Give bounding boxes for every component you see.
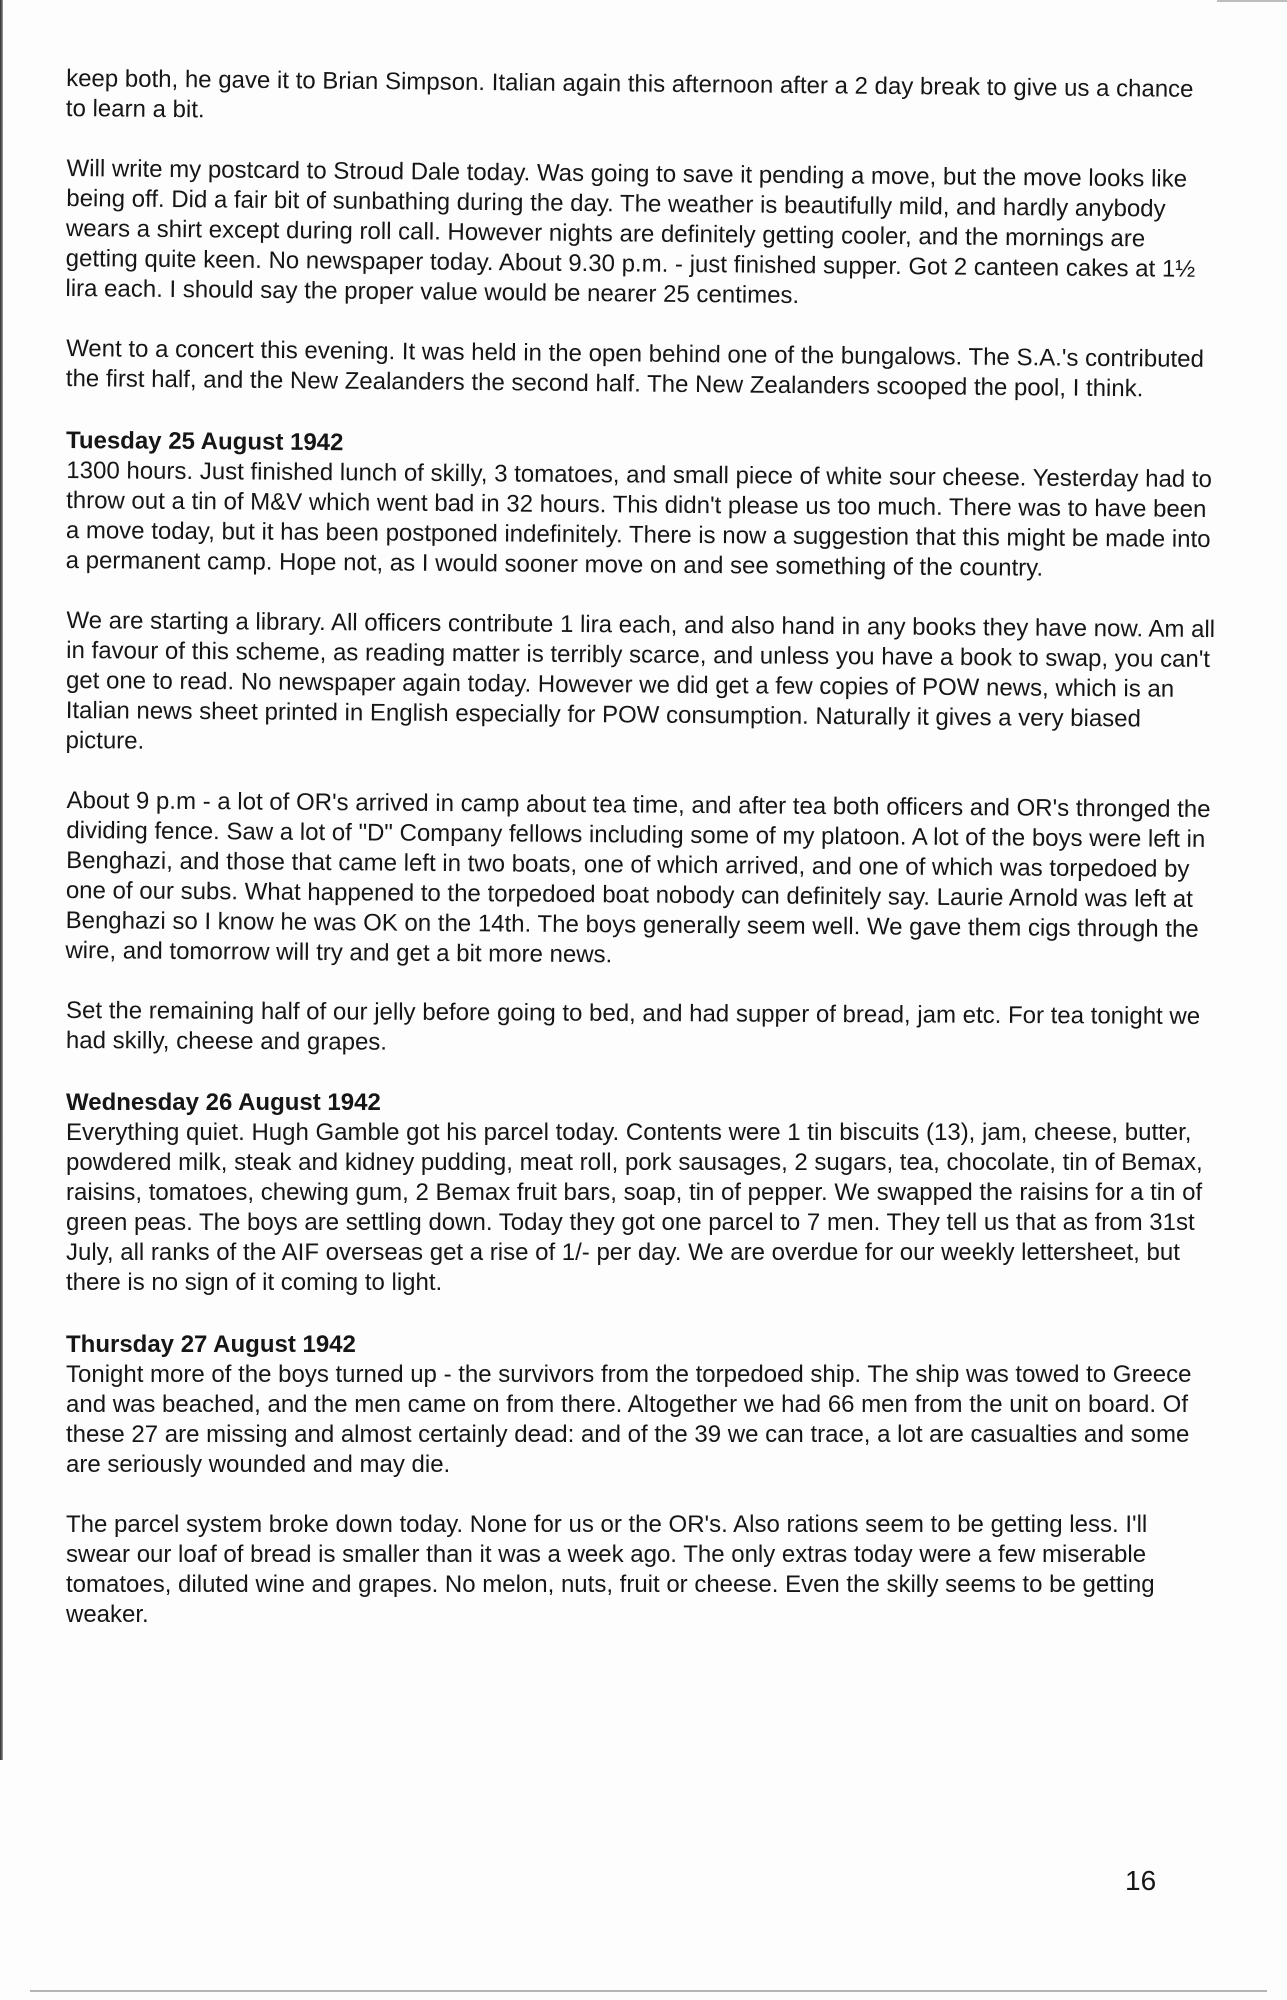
entry-paragraph: About 9 p.m - a lot of OR's arrived in camp about tea time, and after tea both officers and OR's thronged the dividing fence. Saw a lot of "D" Company fellows including some of my platoon. A lot of the boys were left in Benghazi, and those that came left in two boats, one of which arrived, and one of which was torpedoed by one of our subs. What happened to the torpedoed boat nobody can definitely say. Laurie Arnold was left at Benghazi so I know he was OK on the 14th. The boys generally seem well. We gave them cigs through the wire, and tomorrow will try and get a bit more news.	[65, 787, 1211, 969]
scan-mark	[1217, 0, 1287, 2]
intro-paragraph-3: Went to a concert this evening. It was held in the open behind one of the bungalows. The S.A.'s contributed the first half, and the New Zealanders the second half. The New Zealanders scooped the pool, I think.	[65, 335, 1204, 403]
binding-edge	[0, 0, 3, 1760]
entry-date-heading: Tuesday 25 August 1942	[65, 427, 344, 457]
entry-date-heading: Wednesday 26 August 1942	[66, 1089, 381, 1116]
entry-paragraph: 1300 hours. Just finished lunch of skilly, 3 tomatoes, and small piece of white sour cheese. Yesterday had to throw out a tin of M&V which went bad in 32 hours. This didn't please us too much. There was to have been a move today, but it has been postponed indefinitely. There is now a suggestion that this might be made into a permanent camp. Hope not, as I would sooner move on and see something of the country.	[65, 457, 1212, 582]
intro-paragraph-1: keep both, he gave it to Brian Simpson. Italian again this afternoon after a 2 day break to give us a chance to learn a bit.	[65, 65, 1194, 124]
diary-entry-wednesday	[66, 1088, 1216, 1298]
entry-date-heading: Thursday 27 August 1942	[66, 1331, 356, 1358]
intro-paragraph-2: Will write my postcard to Stroud Dale today. Was going to save it pending a move, but the move looks like being off. Did a fair bit of sunbathing during the day. The weather is beautifully mild, and hardly anybody wears a shirt except during roll call. However nights are definitely getting cooler, and the mornings are getting quite keen. No newspaper today. About 9.30 p.m. - just finished supper. Got 2 canteen cakes at 1½ lira each. I should say the proper value would be nearer 25 centimes.	[65, 155, 1196, 310]
entry-paragraph: The parcel system broke down today. None for us or the OR's. Also rations seem to be getting less. I'll swear our loaf of bread is smaller than it was a week ago. The only extras today were a few miserable tomatoes, diluted wine and grapes. No melon, nuts, fruit or cheese. Even the skilly seems to be getting weaker.	[66, 1511, 1155, 1628]
diary-text	[66, 64, 1216, 1630]
entry-paragraph: Everything quiet. Hugh Gamble got his parcel today. Contents were 1 tin biscuits (13), jam, cheese, butter, powdered milk, steak and kidney pudding, meat roll, pork sausages, 2 sugars, tea, chocolate, tin of Bemax, raisins, tomatoes, chewing gum, 2 Bemax fruit bars, soap, tin of pepper. We swapped the raisins for a tin of green peas. The boys are settling down. Today they got one parcel to 7 men. They tell us that as from 31st July, all ranks of the AIF overseas get a rise of 1/- per day. We are overdue for our weekly lettersheet, but there is no sign of it coming to light.	[66, 1119, 1203, 1296]
entry-paragraph: We are starting a library. All officers contribute 1 lira each, and also hand in any books they have now. Am all in favour of this scheme, as reading matter is terribly scarce, and unless you have a book to swap, you can't get one to read. No newspaper again today. However we did get a few copies of POW news, which is an Italian news sheet printed in English especially for POW consumption. Naturally it gives a very biased picture.	[65, 607, 1216, 755]
bottom-scan-line	[30, 1990, 1267, 1992]
diary-entry-tuesday	[66, 426, 1216, 1056]
diary-entry-thursday	[66, 1330, 1216, 1630]
entry-paragraph: Set the remaining half of our jelly before going to bed, and had supper of bread, jam etc. For tea tonight we had skilly, cheese and grapes.	[65, 997, 1201, 1056]
entry-paragraph: Tonight more of the boys turned up - the survivors from the torpedoed ship. The ship was towed to Greece and was beached, and the men came on from there. Altogether we had 66 men from the unit on board. Of these 27 are missing and almost certainly dead: and of the 39 we can trace, a lot are casualties and some are seriously wounded and may die.	[66, 1361, 1192, 1478]
page-number: 16	[1125, 1865, 1157, 1896]
